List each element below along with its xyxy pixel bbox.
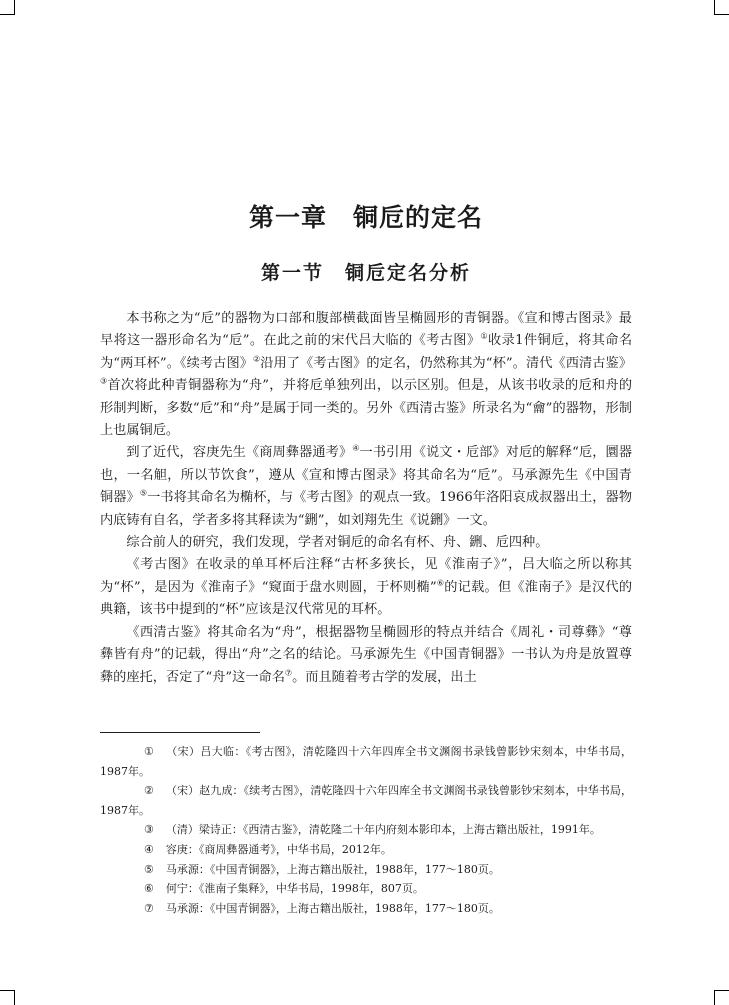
footnote-text: （清）梁诗正：《西清古鉴》，清乾隆二十年内府刻本影印本，上海古籍出版社，1991年。 [165, 823, 601, 837]
footnote-mark: ② [144, 784, 154, 798]
footnote-ref: ⑦ [284, 668, 293, 678]
footnote-mark: ⑦ [144, 901, 154, 915]
paragraph-text: 收录1件铜卮，将其命名为“两耳杯”。《续考古图》 [100, 333, 633, 371]
crop-mark-top-left [0, 0, 15, 15]
paragraph [100, 532, 632, 554]
paragraph-text: 。而且随着考古学的发展，出土 [292, 669, 477, 685]
paragraph-text: 首次将此种青铜器称为“舟”，并将卮单独列出，以示区别。但是，从该书收录的卮和舟的形制判断，多数“卮”和“舟”是属于同一类的。另外《西清古鉴》所录名为“龠”的器物，形制上也属铜卮。 [100, 378, 633, 439]
footnote-ref: ② [252, 354, 261, 364]
footnote-ref: ⑤ [139, 488, 148, 498]
crop-mark-top-right [714, 0, 729, 15]
footnotes [100, 742, 632, 918]
paragraph [100, 442, 632, 532]
paragraph [100, 622, 632, 689]
footnote [100, 742, 632, 781]
footnote-text: 容庚：《商周彝器通考》，中华书局，2012年。 [165, 842, 392, 856]
footnote [100, 860, 632, 880]
paragraph-text: 《西清古鉴》将其命名为“舟”，根据器物呈椭圆形的特点并结合《周礼・司尊彝》“尊彝皆有舟”的记载，得出“舟”之名的结论。马承源先生《中国青铜器》一书认为舟是放置尊彝的座托，否定了“舟”这一命名 [100, 624, 632, 685]
body-text [100, 308, 632, 689]
paragraph-text: 综合前人的研究，我们发现，学者对铜卮的命名有杯、舟、鉶、卮四种。 [126, 535, 549, 551]
chapter-title: 第一章 铜卮的定名 [248, 203, 483, 232]
paragraph [100, 554, 632, 621]
footnote-text: 马承源：《中国青铜器》，上海古籍出版社，1988年，177～180页。 [165, 862, 500, 876]
footnote-text: 马承源：《中国青铜器》，上海古籍出版社，1988年，177～180页。 [165, 901, 500, 915]
footnote-text: 何宁：《淮南子集释》，中华书局，1998年，807页。 [165, 882, 424, 896]
footnote-text: （宋）赵九成：《续考古图》，清乾隆四十六年四库全书文渊阁书录钱曾影钞宋刻本，中华书局，1987年。 [100, 784, 632, 817]
paragraph [100, 308, 632, 442]
footnote-mark: ④ [144, 842, 154, 856]
footnote-ref: ③ [100, 376, 108, 386]
paragraph-text: 本书称之为“卮”的器物为口部和腹部横截面皆呈椭圆形的青铜器。《宣和博古图录》最早将这一器形命名为“卮”。在此之前的宋代吕大临的《考古图》 [100, 311, 632, 349]
paragraph-text: 《考古图》在收录的单耳杯后注释“古杯多狭长，见《淮南子》”，吕大临之所以称其为“杯”，是因为《淮南子》“窥面于盘水则圆，于杯则椭” [100, 557, 632, 595]
footnote [100, 781, 632, 820]
footnote-text: （宋）吕大临：《考古图》，清乾隆四十六年四库全书文渊阁书录钱曾影钞宋刻本，中华书局，1987年。 [100, 745, 632, 778]
paragraph-text: 到了近代，容庚先生《商周彝器通考》 [126, 445, 353, 461]
footnote-ref: ⑥ [436, 578, 445, 588]
footnote [100, 840, 632, 860]
crop-mark-bottom-right [714, 990, 729, 1005]
footnote [100, 820, 632, 840]
paragraph-text: 的记载。但《淮南子》是汉代的典籍，该书中提到的“杯”应该是汉代常见的耳杯。 [100, 579, 633, 618]
section-title: 第一节 铜卮定名分析 [260, 262, 471, 284]
footnote-mark: ① [144, 745, 154, 758]
footnote-ref: ① [480, 332, 488, 342]
footnote-ref: ④ [352, 444, 360, 454]
crop-mark-bottom-left [0, 990, 15, 1005]
footnote-mark: ⑤ [144, 862, 154, 876]
footnote [100, 899, 632, 919]
paragraph-text: 沿用了《考古图》的定名，仍然称其为“杯”。清代《西清古鉴》 [260, 355, 633, 371]
paragraph-text: 一书引用《说文・卮部》对卮的解释“卮，圜器也，一名觛，所以节饮食”，遵从《宣和博古图录》将其命名为“卮”。马承源先生《中国青铜器》 [100, 445, 633, 506]
footnote-mark: ⑥ [144, 882, 154, 896]
paragraph-text: 一书将其命名为椭杯，与《考古图》的观点一致。1966年洛阳哀成叔器出土，器物内底铸有自名，学者多将其释读为“鉶”，如刘翔先生《说鉶》一文。 [100, 490, 633, 528]
footnote [100, 879, 632, 899]
footnote-divider [100, 732, 260, 733]
footnote-mark: ③ [144, 823, 154, 837]
